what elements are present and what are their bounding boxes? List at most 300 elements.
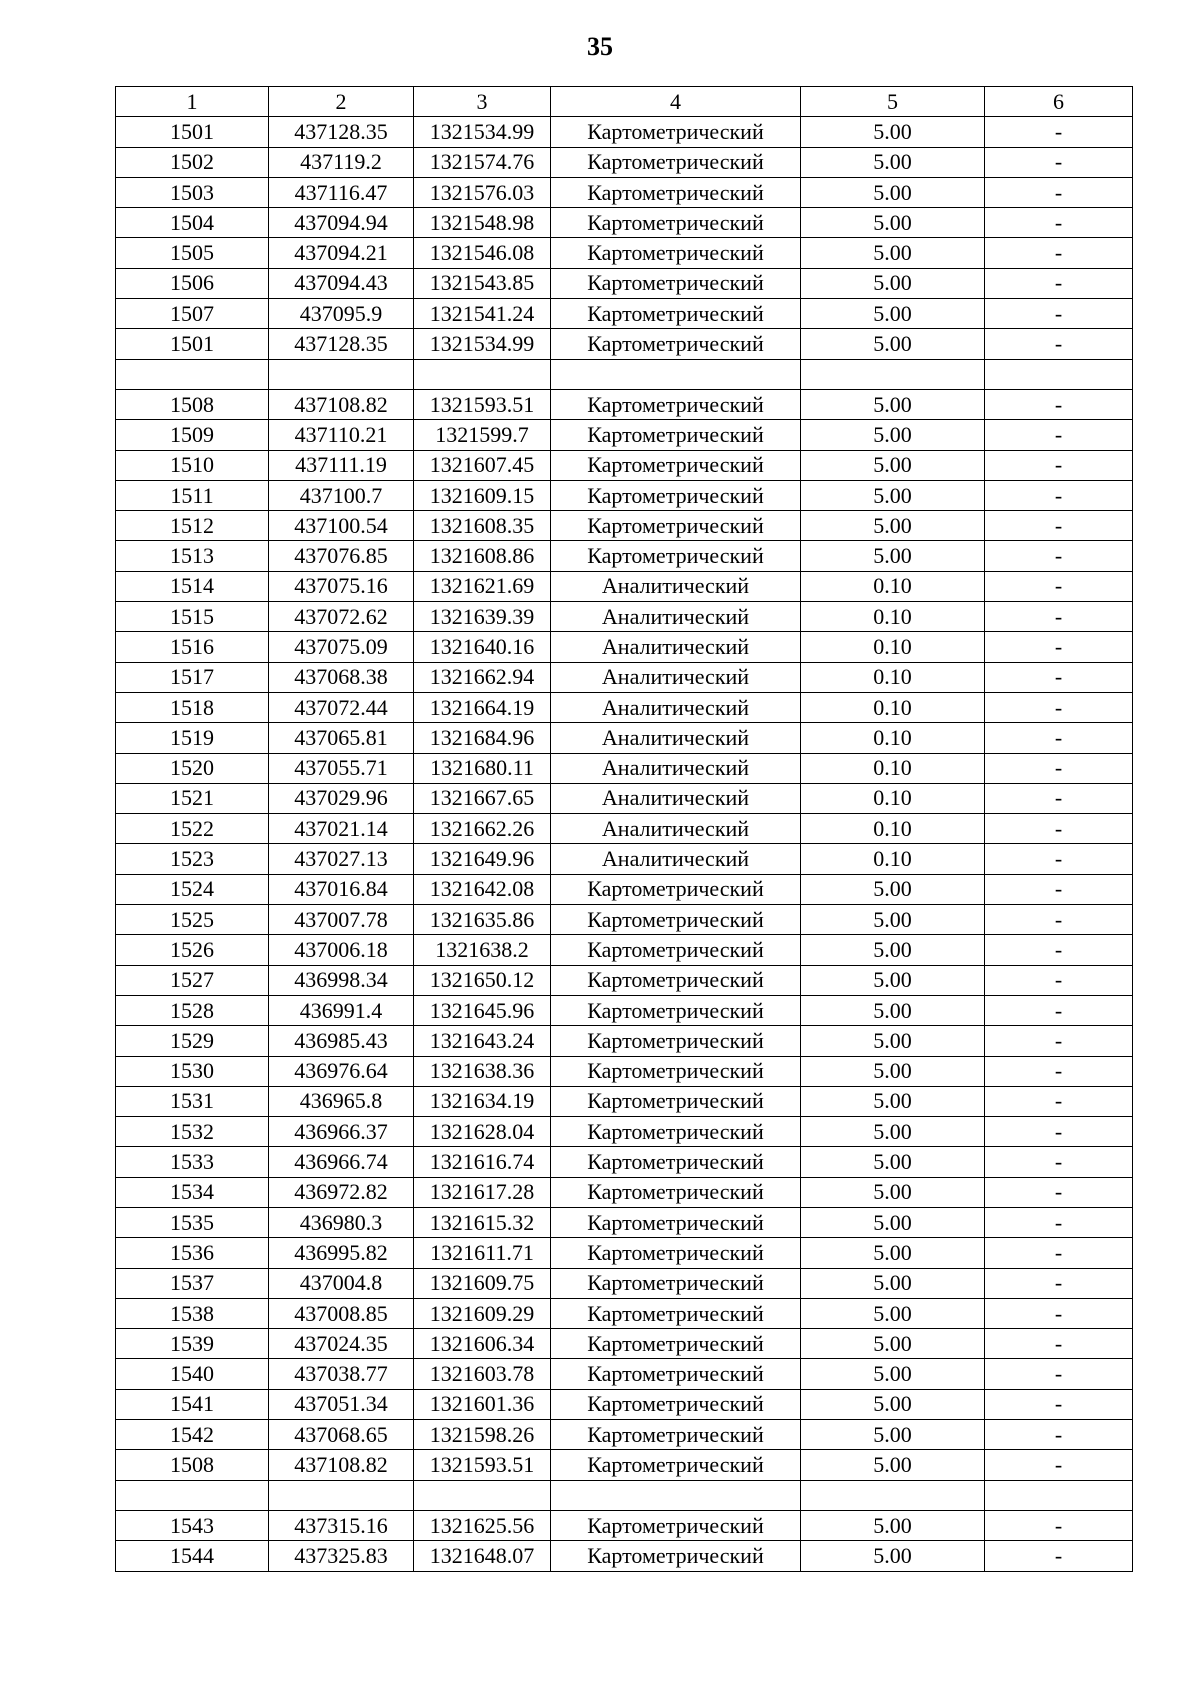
method-cell: Аналитический (551, 662, 801, 692)
description-cell: - (985, 420, 1133, 450)
accuracy-cell: 5.00 (801, 995, 985, 1025)
description-cell: - (985, 480, 1133, 510)
point-number-cell: 1532 (116, 1117, 269, 1147)
table-row (116, 602, 1133, 632)
x-coordinate-cell: 436991.4 (269, 995, 414, 1025)
accuracy-cell: 5.00 (801, 238, 985, 268)
point-number-cell: 1507 (116, 299, 269, 329)
x-coordinate-cell (269, 359, 414, 389)
y-coordinate-cell: 1321609.15 (414, 480, 551, 510)
x-coordinate-cell: 437029.96 (269, 783, 414, 813)
point-number-cell: 1524 (116, 874, 269, 904)
point-number-cell: 1520 (116, 753, 269, 783)
y-coordinate-cell: 1321616.74 (414, 1147, 551, 1177)
table-row (116, 844, 1133, 874)
accuracy-cell: 0.10 (801, 571, 985, 601)
accuracy-cell: 5.00 (801, 511, 985, 541)
x-coordinate-cell: 437110.21 (269, 420, 414, 450)
method-cell: Картометрический (551, 1056, 801, 1086)
y-coordinate-cell: 1321628.04 (414, 1117, 551, 1147)
description-cell: - (985, 1510, 1133, 1540)
table-row (116, 1147, 1133, 1177)
accuracy-cell: 5.00 (801, 208, 985, 238)
table-row (116, 268, 1133, 298)
method-cell: Картометрический (551, 1510, 801, 1540)
description-cell: - (985, 1298, 1133, 1328)
x-coordinate-cell: 437021.14 (269, 814, 414, 844)
method-cell: Аналитический (551, 602, 801, 632)
table-row (116, 571, 1133, 601)
y-coordinate-cell: 1321534.99 (414, 329, 551, 359)
y-coordinate-cell: 1321606.34 (414, 1329, 551, 1359)
method-cell: Картометрический (551, 1086, 801, 1116)
method-cell: Картометрический (551, 995, 801, 1025)
accuracy-cell: 5.00 (801, 1268, 985, 1298)
accuracy-cell: 5.00 (801, 117, 985, 147)
x-coordinate-cell (269, 1480, 414, 1510)
y-coordinate-cell: 1321543.85 (414, 268, 551, 298)
y-coordinate-cell: 1321643.24 (414, 1026, 551, 1056)
accuracy-cell: 5.00 (801, 905, 985, 935)
description-cell: - (985, 692, 1133, 722)
table-row (116, 1177, 1133, 1207)
description-cell: - (985, 1147, 1133, 1177)
table-row (116, 632, 1133, 662)
point-number-cell: 1521 (116, 783, 269, 813)
accuracy-cell: 5.00 (801, 450, 985, 480)
method-cell: Картометрический (551, 177, 801, 207)
accuracy-cell (801, 1480, 985, 1510)
method-cell: Картометрический (551, 1389, 801, 1419)
y-coordinate-cell: 1321680.11 (414, 753, 551, 783)
x-coordinate-cell: 437016.84 (269, 874, 414, 904)
coordinates-table (115, 86, 1133, 1572)
y-coordinate-cell: 1321662.94 (414, 662, 551, 692)
x-coordinate-cell: 436966.37 (269, 1117, 414, 1147)
table-row (116, 935, 1133, 965)
method-cell: Картометрический (551, 329, 801, 359)
accuracy-cell (801, 359, 985, 389)
accuracy-cell: 0.10 (801, 753, 985, 783)
point-number-cell: 1523 (116, 844, 269, 874)
x-coordinate-cell: 437075.16 (269, 571, 414, 601)
accuracy-cell: 0.10 (801, 723, 985, 753)
accuracy-cell: 5.00 (801, 1177, 985, 1207)
table-row (116, 753, 1133, 783)
point-number-cell: 1536 (116, 1238, 269, 1268)
method-cell: Картометрический (551, 511, 801, 541)
method-cell (551, 359, 801, 389)
table-row (116, 1329, 1133, 1359)
y-coordinate-cell: 1321640.16 (414, 632, 551, 662)
point-number-cell: 1529 (116, 1026, 269, 1056)
point-number-cell: 1511 (116, 480, 269, 510)
table-row (116, 814, 1133, 844)
point-number-cell: 1518 (116, 692, 269, 722)
point-number-cell: 1516 (116, 632, 269, 662)
x-coordinate-cell: 437006.18 (269, 935, 414, 965)
method-cell: Картометрический (551, 1147, 801, 1177)
description-cell: - (985, 1389, 1133, 1419)
table-row (116, 965, 1133, 995)
description-cell: - (985, 905, 1133, 935)
point-number-cell: 1502 (116, 147, 269, 177)
y-coordinate-cell: 1321638.36 (414, 1056, 551, 1086)
method-cell: Картометрический (551, 935, 801, 965)
y-coordinate-cell: 1321662.26 (414, 814, 551, 844)
method-cell: Картометрический (551, 874, 801, 904)
y-coordinate-cell: 1321649.96 (414, 844, 551, 874)
description-cell: - (985, 753, 1133, 783)
accuracy-cell: 5.00 (801, 874, 985, 904)
point-number-cell: 1509 (116, 420, 269, 450)
method-cell: Аналитический (551, 571, 801, 601)
point-number-cell: 1525 (116, 905, 269, 935)
table-row (116, 783, 1133, 813)
description-cell: - (985, 1056, 1133, 1086)
y-coordinate-cell: 1321541.24 (414, 299, 551, 329)
method-cell: Аналитический (551, 844, 801, 874)
table-row (116, 1026, 1133, 1056)
method-cell: Картометрический (551, 420, 801, 450)
description-cell: - (985, 1268, 1133, 1298)
y-coordinate-cell: 1321548.98 (414, 208, 551, 238)
description-cell: - (985, 511, 1133, 541)
method-cell: Картометрический (551, 450, 801, 480)
method-cell: Картометрический (551, 1450, 801, 1480)
y-coordinate-cell: 1321642.08 (414, 874, 551, 904)
method-cell: Картометрический (551, 208, 801, 238)
y-coordinate-cell: 1321615.32 (414, 1207, 551, 1237)
y-coordinate-cell (414, 359, 551, 389)
table-row (116, 480, 1133, 510)
description-cell: - (985, 935, 1133, 965)
x-coordinate-cell: 437094.94 (269, 208, 414, 238)
x-coordinate-cell: 436980.3 (269, 1207, 414, 1237)
description-cell: - (985, 632, 1133, 662)
point-number-cell (116, 1480, 269, 1510)
table-row (116, 1298, 1133, 1328)
table-row (116, 1268, 1133, 1298)
point-number-cell: 1512 (116, 511, 269, 541)
accuracy-cell: 0.10 (801, 602, 985, 632)
point-number-cell: 1530 (116, 1056, 269, 1086)
method-cell: Картометрический (551, 238, 801, 268)
x-coordinate-cell: 437027.13 (269, 844, 414, 874)
table-row (116, 1541, 1133, 1571)
point-number-cell: 1544 (116, 1541, 269, 1571)
table-row (116, 177, 1133, 207)
table-row (116, 238, 1133, 268)
description-cell: - (985, 783, 1133, 813)
description-cell: - (985, 299, 1133, 329)
point-number-cell: 1527 (116, 965, 269, 995)
point-number-cell: 1543 (116, 1510, 269, 1540)
method-cell: Картометрический (551, 965, 801, 995)
description-cell: - (985, 177, 1133, 207)
x-coordinate-cell: 437065.81 (269, 723, 414, 753)
method-cell: Картометрический (551, 268, 801, 298)
table-row (116, 329, 1133, 359)
table-row (116, 359, 1133, 389)
point-number-cell: 1501 (116, 329, 269, 359)
accuracy-cell: 5.00 (801, 1450, 985, 1480)
y-coordinate-cell: 1321576.03 (414, 177, 551, 207)
accuracy-cell: 5.00 (801, 147, 985, 177)
y-coordinate-cell: 1321574.76 (414, 147, 551, 177)
table-row (116, 420, 1133, 450)
description-cell: - (985, 1117, 1133, 1147)
point-number-cell: 1538 (116, 1298, 269, 1328)
accuracy-cell: 5.00 (801, 1420, 985, 1450)
y-coordinate-cell: 1321684.96 (414, 723, 551, 753)
point-number-cell: 1506 (116, 268, 269, 298)
y-coordinate-cell: 1321599.7 (414, 420, 551, 450)
y-coordinate-cell: 1321639.39 (414, 602, 551, 632)
x-coordinate-cell: 437038.77 (269, 1359, 414, 1389)
y-coordinate-cell: 1321645.96 (414, 995, 551, 1025)
accuracy-cell: 5.00 (801, 1086, 985, 1116)
y-coordinate-cell: 1321609.75 (414, 1268, 551, 1298)
accuracy-cell: 5.00 (801, 268, 985, 298)
description-cell: - (985, 389, 1133, 419)
y-coordinate-cell: 1321634.19 (414, 1086, 551, 1116)
method-cell: Картометрический (551, 1268, 801, 1298)
accuracy-cell: 5.00 (801, 420, 985, 450)
accuracy-cell: 5.00 (801, 389, 985, 419)
accuracy-cell: 5.00 (801, 1329, 985, 1359)
description-cell: - (985, 1238, 1133, 1268)
method-cell: Картометрический (551, 1359, 801, 1389)
method-cell: Картометрический (551, 1026, 801, 1056)
method-cell: Картометрический (551, 299, 801, 329)
header-cell-5: 5 (801, 87, 985, 117)
accuracy-cell: 5.00 (801, 177, 985, 207)
accuracy-cell: 5.00 (801, 1056, 985, 1086)
description-cell: - (985, 1359, 1133, 1389)
description-cell: - (985, 571, 1133, 601)
method-cell: Картометрический (551, 1420, 801, 1450)
accuracy-cell: 5.00 (801, 1541, 985, 1571)
accuracy-cell: 5.00 (801, 1207, 985, 1237)
header-cell-1: 1 (116, 87, 269, 117)
description-cell: - (985, 1420, 1133, 1450)
accuracy-cell: 5.00 (801, 541, 985, 571)
method-cell: Картометрический (551, 541, 801, 571)
accuracy-cell: 0.10 (801, 662, 985, 692)
description-cell: - (985, 965, 1133, 995)
x-coordinate-cell: 437008.85 (269, 1298, 414, 1328)
y-coordinate-cell: 1321638.2 (414, 935, 551, 965)
x-coordinate-cell: 437072.62 (269, 602, 414, 632)
description-cell: - (985, 147, 1133, 177)
table-header-row (116, 87, 1133, 117)
x-coordinate-cell: 437007.78 (269, 905, 414, 935)
x-coordinate-cell: 436966.74 (269, 1147, 414, 1177)
y-coordinate-cell: 1321609.29 (414, 1298, 551, 1328)
x-coordinate-cell: 437108.82 (269, 389, 414, 419)
x-coordinate-cell: 437116.47 (269, 177, 414, 207)
x-coordinate-cell: 437111.19 (269, 450, 414, 480)
method-cell: Аналитический (551, 632, 801, 662)
method-cell: Картометрический (551, 389, 801, 419)
y-coordinate-cell: 1321608.86 (414, 541, 551, 571)
table-row (116, 1420, 1133, 1450)
point-number-cell: 1501 (116, 117, 269, 147)
description-cell (985, 1480, 1133, 1510)
y-coordinate-cell: 1321625.56 (414, 1510, 551, 1540)
y-coordinate-cell: 1321603.78 (414, 1359, 551, 1389)
point-number-cell: 1531 (116, 1086, 269, 1116)
table-row (116, 511, 1133, 541)
accuracy-cell: 5.00 (801, 935, 985, 965)
description-cell: - (985, 329, 1133, 359)
description-cell (985, 359, 1133, 389)
accuracy-cell: 0.10 (801, 844, 985, 874)
y-coordinate-cell: 1321650.12 (414, 965, 551, 995)
method-cell: Аналитический (551, 753, 801, 783)
table-row (116, 1117, 1133, 1147)
y-coordinate-cell: 1321601.36 (414, 1389, 551, 1419)
y-coordinate-cell: 1321667.65 (414, 783, 551, 813)
x-coordinate-cell: 436985.43 (269, 1026, 414, 1056)
description-cell: - (985, 723, 1133, 753)
description-cell: - (985, 814, 1133, 844)
y-coordinate-cell: 1321608.35 (414, 511, 551, 541)
description-cell: - (985, 238, 1133, 268)
description-cell: - (985, 844, 1133, 874)
x-coordinate-cell: 436972.82 (269, 1177, 414, 1207)
x-coordinate-cell: 436965.8 (269, 1086, 414, 1116)
table-row (116, 1450, 1133, 1480)
method-cell: Картометрический (551, 905, 801, 935)
method-cell: Картометрический (551, 480, 801, 510)
accuracy-cell: 5.00 (801, 1026, 985, 1056)
table-row (116, 1359, 1133, 1389)
point-number-cell: 1540 (116, 1359, 269, 1389)
x-coordinate-cell: 437095.9 (269, 299, 414, 329)
accuracy-cell: 0.10 (801, 692, 985, 722)
accuracy-cell: 5.00 (801, 1147, 985, 1177)
x-coordinate-cell: 436995.82 (269, 1238, 414, 1268)
y-coordinate-cell: 1321617.28 (414, 1177, 551, 1207)
x-coordinate-cell: 437004.8 (269, 1268, 414, 1298)
table-row (116, 1480, 1133, 1510)
y-coordinate-cell: 1321593.51 (414, 1450, 551, 1480)
point-number-cell: 1504 (116, 208, 269, 238)
table-row (116, 1086, 1133, 1116)
table-row (116, 874, 1133, 904)
method-cell: Картометрический (551, 1177, 801, 1207)
accuracy-cell: 5.00 (801, 1238, 985, 1268)
table-row (116, 1389, 1133, 1419)
description-cell: - (985, 1177, 1133, 1207)
x-coordinate-cell: 437068.38 (269, 662, 414, 692)
point-number-cell: 1508 (116, 389, 269, 419)
point-number-cell: 1541 (116, 1389, 269, 1419)
description-cell: - (985, 208, 1133, 238)
description-cell: - (985, 995, 1133, 1025)
table-row (116, 147, 1133, 177)
method-cell: Аналитический (551, 723, 801, 753)
point-number-cell: 1535 (116, 1207, 269, 1237)
point-number-cell: 1505 (116, 238, 269, 268)
x-coordinate-cell: 437100.7 (269, 480, 414, 510)
table-row (116, 662, 1133, 692)
description-cell: - (985, 1207, 1133, 1237)
point-number-cell: 1539 (116, 1329, 269, 1359)
y-coordinate-cell: 1321621.69 (414, 571, 551, 601)
x-coordinate-cell: 437076.85 (269, 541, 414, 571)
method-cell: Картометрический (551, 1238, 801, 1268)
description-cell: - (985, 1541, 1133, 1571)
accuracy-cell: 5.00 (801, 480, 985, 510)
header-cell-4: 4 (551, 87, 801, 117)
y-coordinate-cell: 1321534.99 (414, 117, 551, 147)
method-cell: Картометрический (551, 1541, 801, 1571)
x-coordinate-cell: 437094.21 (269, 238, 414, 268)
description-cell: - (985, 117, 1133, 147)
description-cell: - (985, 602, 1133, 632)
description-cell: - (985, 1329, 1133, 1359)
x-coordinate-cell: 437072.44 (269, 692, 414, 722)
method-cell: Картометрический (551, 1329, 801, 1359)
table-row (116, 692, 1133, 722)
x-coordinate-cell: 437024.35 (269, 1329, 414, 1359)
point-number-cell: 1503 (116, 177, 269, 207)
y-coordinate-cell: 1321598.26 (414, 1420, 551, 1450)
point-number-cell: 1522 (116, 814, 269, 844)
x-coordinate-cell: 437128.35 (269, 117, 414, 147)
accuracy-cell: 0.10 (801, 783, 985, 813)
method-cell: Картометрический (551, 147, 801, 177)
table-row (116, 905, 1133, 935)
description-cell: - (985, 1026, 1133, 1056)
table-row (116, 1238, 1133, 1268)
x-coordinate-cell: 437128.35 (269, 329, 414, 359)
description-cell: - (985, 1450, 1133, 1480)
accuracy-cell: 5.00 (801, 329, 985, 359)
y-coordinate-cell (414, 1480, 551, 1510)
point-number-cell: 1519 (116, 723, 269, 753)
table-row (116, 1056, 1133, 1086)
y-coordinate-cell: 1321546.08 (414, 238, 551, 268)
description-cell: - (985, 268, 1133, 298)
accuracy-cell: 5.00 (801, 299, 985, 329)
x-coordinate-cell: 437325.83 (269, 1541, 414, 1571)
page-number: 35 (587, 32, 613, 61)
point-number-cell (116, 359, 269, 389)
point-number-cell: 1528 (116, 995, 269, 1025)
point-number-cell: 1508 (116, 1450, 269, 1480)
header-cell-3: 3 (414, 87, 551, 117)
method-cell: Картометрический (551, 1207, 801, 1237)
table-row (116, 389, 1133, 419)
table-body (116, 87, 1133, 1572)
y-coordinate-cell: 1321593.51 (414, 389, 551, 419)
x-coordinate-cell: 437068.65 (269, 1420, 414, 1450)
description-cell: - (985, 662, 1133, 692)
point-number-cell: 1515 (116, 602, 269, 632)
accuracy-cell: 5.00 (801, 1298, 985, 1328)
table-row (116, 208, 1133, 238)
point-number-cell: 1534 (116, 1177, 269, 1207)
description-cell: - (985, 541, 1133, 571)
table-row (116, 1207, 1133, 1237)
table-row (116, 450, 1133, 480)
point-number-cell: 1526 (116, 935, 269, 965)
accuracy-cell: 5.00 (801, 1510, 985, 1540)
